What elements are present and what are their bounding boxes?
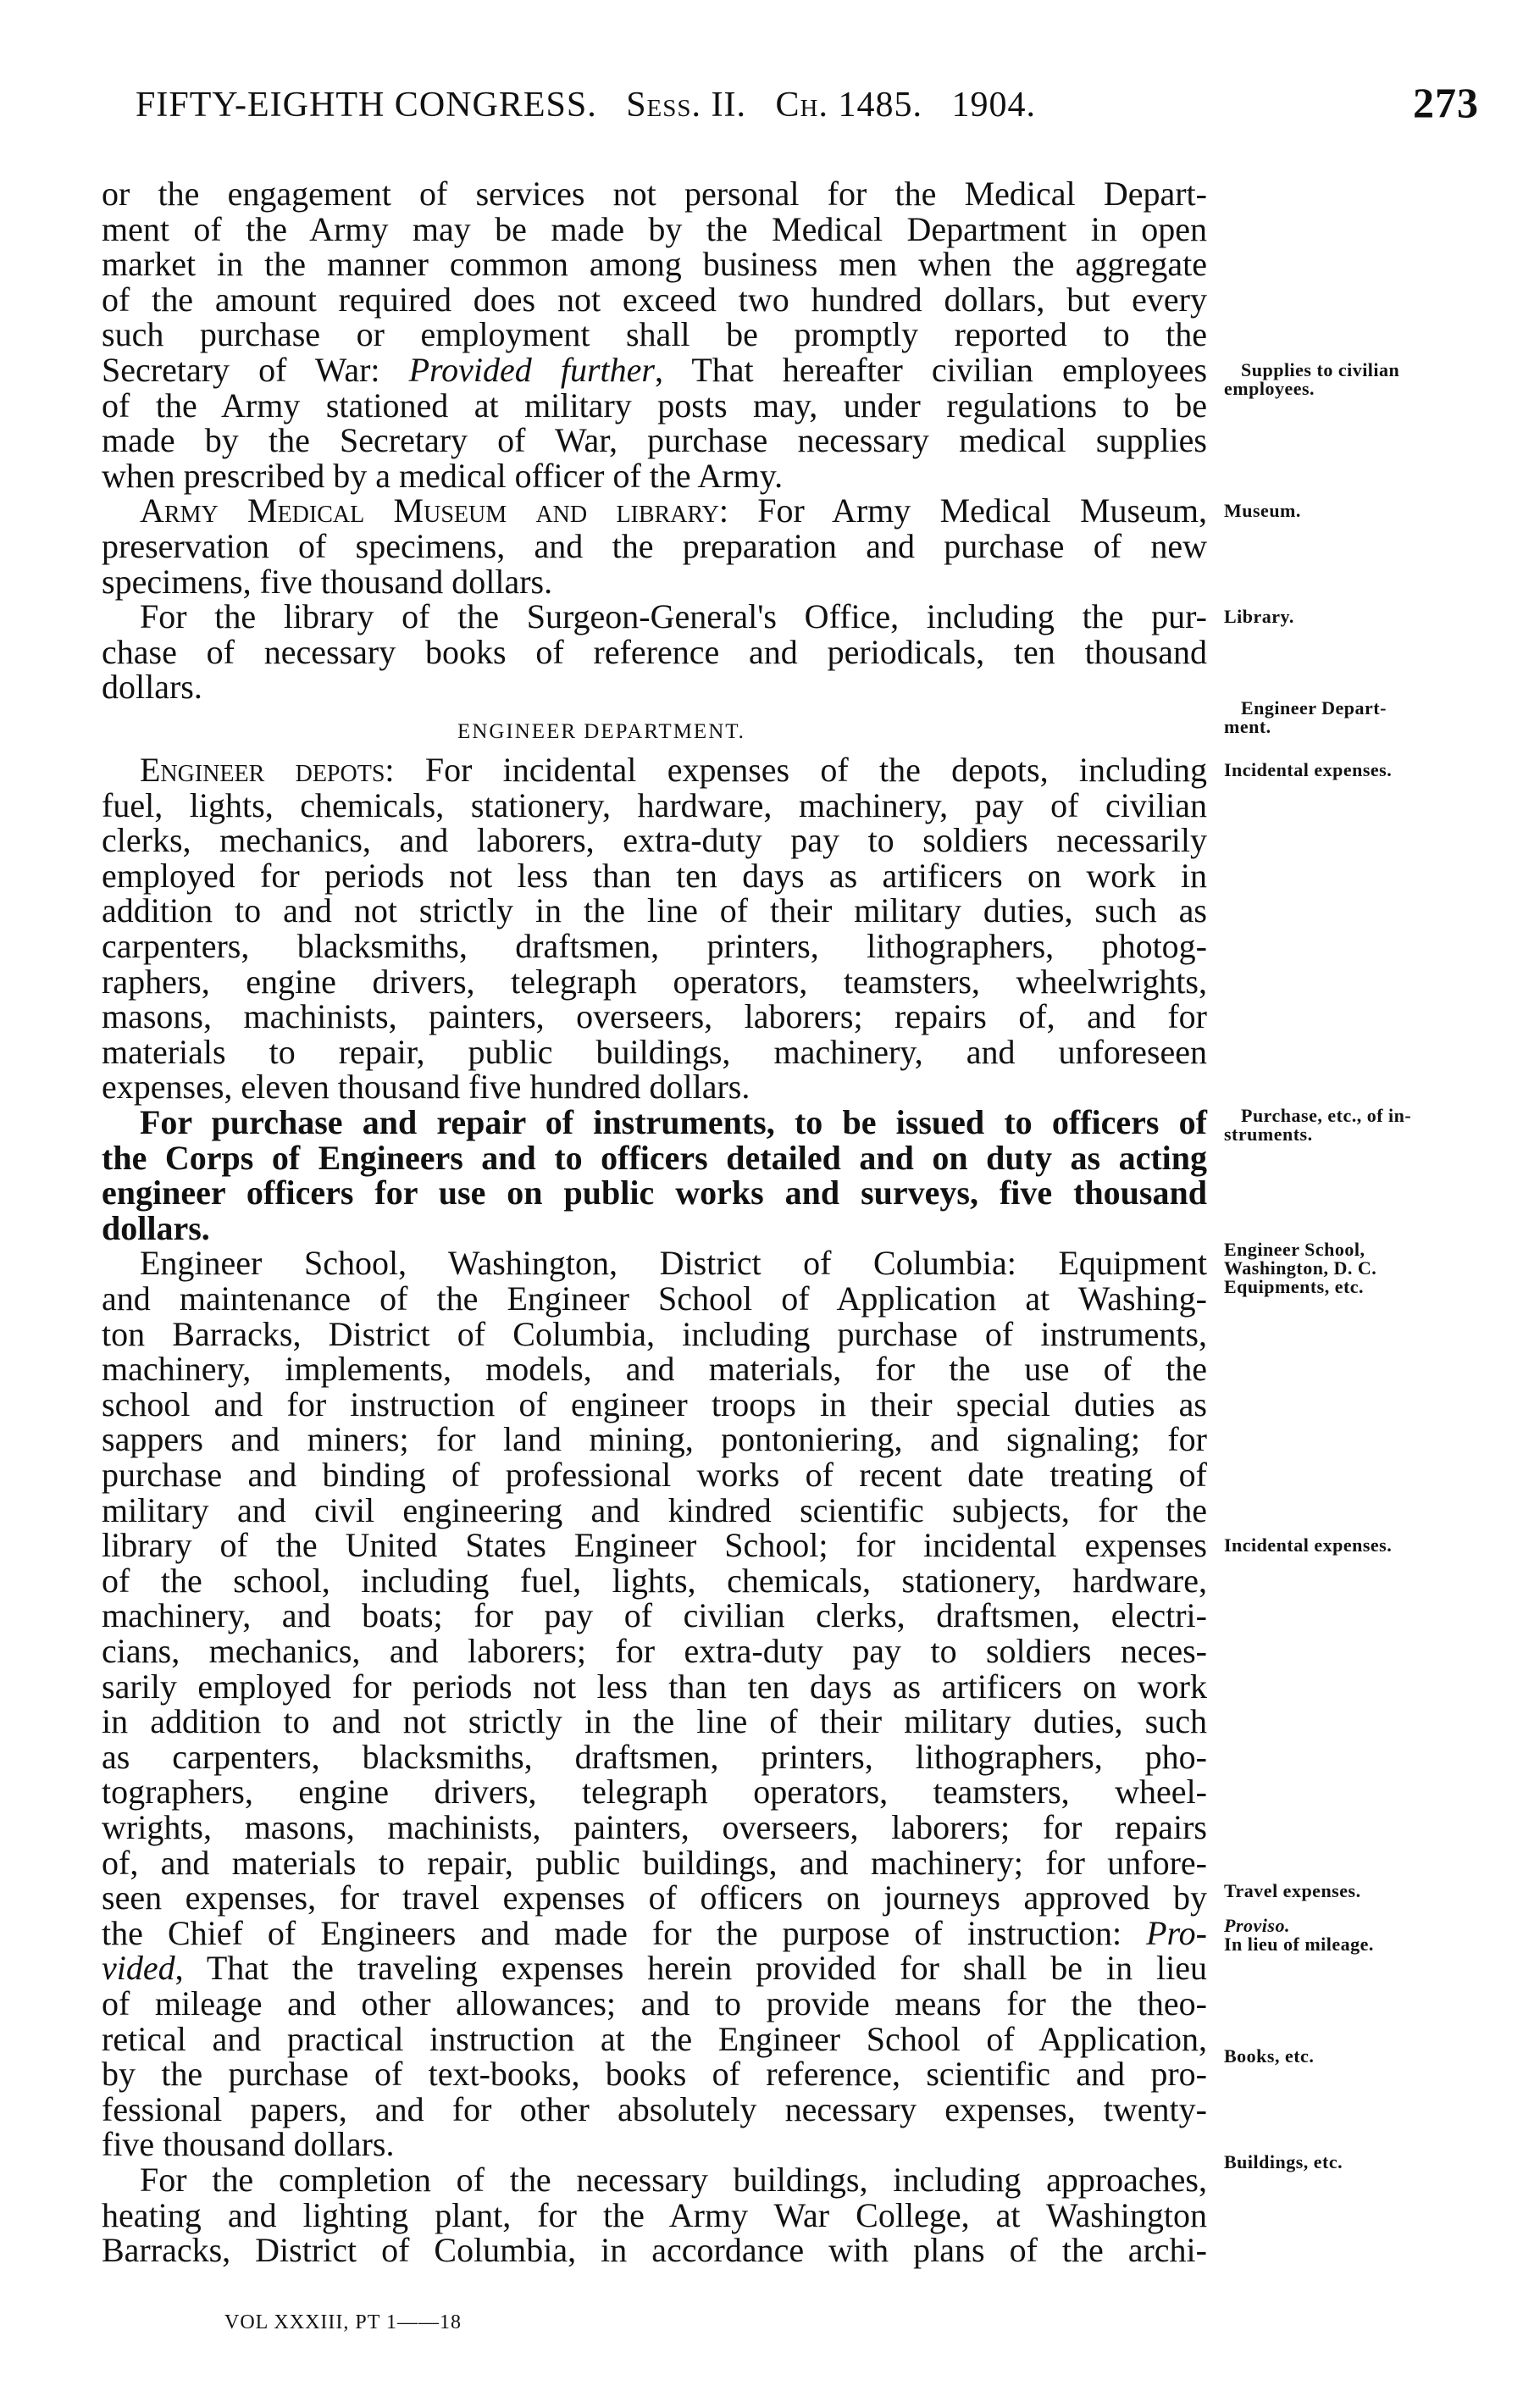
text-segment: employed for periods not less than ten days as artificers on work in (102, 856, 1207, 895)
header-title: FIFTY-EIGHTH CONGRESS. (136, 86, 597, 125)
text-segment: five thousand dollars. (102, 2125, 395, 2164)
margin-note-line: Incidental expenses. (1224, 1534, 1393, 1556)
text-segment: tographers, engine drivers, telegraph operators, teamsters, wheel- (102, 1773, 1207, 1812)
text-line (102, 529, 1207, 564)
italic-text: vided (102, 1949, 175, 1988)
text-line (102, 2056, 1207, 2092)
text-line (102, 1950, 1207, 1986)
text-line (102, 1598, 1207, 1634)
text-segment: the Corps of Engineers and to officers detailed and on duty as acting (102, 1138, 1207, 1177)
text-line (140, 1105, 1207, 1140)
text-segment: For the completion of the necessary buildings, including approaches, (140, 2161, 1207, 2199)
text-line (102, 669, 1207, 705)
text-line (102, 388, 1207, 424)
text-segment: ment of the Army may be made by the Medical Department in open (102, 209, 1207, 248)
margin-note (1224, 2153, 1343, 2172)
margin-note-line: Books, etc. (1224, 2045, 1315, 2067)
running-header (136, 85, 1036, 125)
text-line (102, 2127, 1207, 2162)
text-line (102, 1069, 1207, 1105)
text-segment: purchase and binding of professional works of recent date treating of (102, 1456, 1207, 1494)
text-segment: of the school, including fuel, lights, chemicals, stationery, hardware, (102, 1561, 1207, 1600)
margin-note (1224, 1240, 1376, 1296)
text-line (102, 2233, 1207, 2268)
text-segment: machinery, implements, models, and materials, for the use of the (102, 1350, 1207, 1389)
text-segment: : For incidental expenses of the depots, including (385, 751, 1207, 789)
text-line (102, 352, 1207, 388)
text-line (102, 1669, 1207, 1705)
text-line (102, 423, 1207, 458)
margin-note-line: Proviso. (1224, 1915, 1290, 1937)
section-heading: ENGINEER DEPARTMENT. (457, 720, 745, 743)
signature-mark: VOL XXXIII, PT 1——18 (224, 2311, 462, 2333)
text-line (140, 2162, 1207, 2198)
text-line (102, 929, 1207, 964)
margin-note (1224, 2047, 1314, 2066)
text-segment: preservation of specimens, and the preparation and purchase of new (102, 527, 1207, 565)
text-line (102, 209, 1207, 248)
header-chapter: Ch. 1485. (775, 86, 922, 125)
text-segment: or the engagement of services not personal for the Medical Depart- (102, 175, 1207, 213)
text-line (102, 1528, 1207, 1563)
text-segment: machinery, and boats; for pay of civilian clerks, draftsmen, electri- (102, 1596, 1207, 1635)
text-segment: Engineer School, Washington, District of Columbia: Equipment (140, 1244, 1207, 1283)
text-segment: market in the manner common among business men when the aggregate (102, 245, 1207, 284)
text-line (102, 1314, 1207, 1353)
text-line (102, 176, 1207, 212)
margin-note (1224, 1104, 1412, 1145)
text-segment: : For Army Medical Museum, (718, 491, 1207, 530)
margin-note (1224, 1917, 1374, 1954)
margin-note (1224, 608, 1294, 626)
text-line (102, 1351, 1207, 1387)
italic-text: Provided further (408, 351, 655, 389)
text-segment: seen expenses, for travel expenses of officers on journeys approved by (102, 1878, 1207, 1917)
text-segment: ton Barracks, District of Columbia, including purchase of instruments, (102, 1314, 1207, 1353)
text-segment: of mileage and other allowances; and to provide means for the theo- (102, 1984, 1207, 2022)
text-line (102, 1032, 1207, 1071)
text-line (102, 564, 1207, 600)
text-line (102, 1986, 1207, 2022)
margin-note-line: Washington, D. C. (1224, 1257, 1377, 1279)
margin-note (1224, 1879, 1361, 1901)
text-line (102, 1384, 1207, 1423)
text-line (102, 317, 1207, 352)
text-line (102, 1175, 1207, 1211)
margin-note (1224, 699, 1387, 736)
text-segment: specimens, five thousand dollars. (102, 562, 553, 601)
text-line (102, 1457, 1207, 1493)
text-line (102, 1845, 1207, 1881)
margin-note-line: Incidental expenses. (1224, 759, 1393, 780)
text-line (102, 1880, 1207, 1916)
text-line (102, 2089, 1207, 2128)
margin-note-line: Museum. (1224, 500, 1301, 522)
margin-note-line: employees. (1224, 378, 1315, 399)
text-segment: made by the Secretary of War, purchase necessary medical supplies (102, 421, 1207, 460)
text-segment: sappers and miners; for land mining, pontoniering, and signaling; for (102, 1420, 1207, 1459)
text-line (102, 893, 1207, 929)
text-line (102, 1774, 1207, 1810)
text-segment: the Chief of Engineers and made for the purpose of instruction: (102, 1913, 1147, 1952)
header-year: 1904. (951, 86, 1036, 125)
text-line (102, 858, 1207, 894)
margin-note (1224, 1536, 1392, 1555)
text-segment: cians, mechanics, and laborers; for extra-duty pay to soldiers neces- (102, 1632, 1207, 1670)
text-segment: by the purchase of text-books, books of reference, scientific and pro- (102, 2055, 1207, 2094)
text-segment: in addition to and not strictly in the line of their military duties, such (102, 1702, 1207, 1741)
margin-note-line: In lieu of mileage. (1224, 1934, 1374, 1956)
margin-note-line: Buildings, etc. (1224, 2151, 1343, 2173)
text-segment: fuel, lights, chemicals, stationery, hardware, machinery, pay of civilian (102, 785, 1207, 824)
text-segment: retical and practical instruction at the Engineer School of Application, (102, 2019, 1207, 2058)
margin-note (1224, 502, 1301, 520)
text-line (140, 752, 1207, 788)
text-segment: chase of necessary books of reference and periodicals, ten thousand (102, 632, 1207, 671)
margin-note-line: Purchase, etc., of in- (1241, 1104, 1412, 1126)
text-line (102, 1913, 1207, 1952)
margin-note-line: Equipments, etc. (1224, 1275, 1365, 1297)
text-segment: library of the United States Engineer School; for incidental expenses (102, 1526, 1207, 1565)
text-line (102, 1704, 1207, 1739)
text-segment: , That hereafter civilian employees (654, 351, 1208, 389)
text-segment: clerks, mechanics, and laborers, extra-duty pay to soldiers necessarily (102, 821, 1207, 860)
text-segment: military and civil engineering and kindred scientific subjects, for the (102, 1490, 1207, 1529)
text-line (140, 599, 1207, 635)
text-line (102, 1810, 1207, 1845)
text-segment: heating and lighting plant, for the Army War College, at Washington (102, 2195, 1207, 2234)
text-segment: materials to repair, public buildings, machinery, and unforeseen (102, 1032, 1207, 1071)
text-segment: of, and materials to repair, public buildings, and machinery; for unfore- (102, 1843, 1207, 1882)
text-segment: fessional papers, and for other absolutely necessary expenses, twenty- (102, 2089, 1207, 2128)
text-segment: addition to and not strictly in the line of their military duties, such as (102, 891, 1207, 930)
text-line (102, 785, 1207, 824)
text-line (102, 2195, 1207, 2234)
small-caps-text: Engineer depots (140, 751, 385, 789)
text-line (140, 1246, 1207, 1281)
text-segment: expenses, eleven thousand five hundred dollars. (102, 1068, 750, 1107)
margin-note-line: Supplies to civilian (1241, 359, 1400, 380)
text-line (102, 823, 1207, 858)
text-segment: of the amount required does not exceed two hundred dollars, but every (102, 280, 1207, 319)
text-line (102, 2019, 1207, 2058)
italic-text: Pro- (1146, 1913, 1207, 1952)
text-line (140, 493, 1207, 529)
text-line (102, 964, 1207, 1000)
page-number: 273 (1413, 79, 1479, 126)
text-segment: Barracks, District of Columbia, in accordance with plans of the archi- (102, 2231, 1207, 2270)
text-line (102, 1422, 1207, 1457)
header-session: Sess. II. (626, 86, 747, 125)
margin-note-line: struments. (1224, 1123, 1313, 1145)
text-segment: as carpenters, blacksmiths, draftsmen, printers, lithographers, pho- (102, 1737, 1207, 1776)
text-segment: masons, machinists, painters, overseers, laborers; repairs of, and for (102, 997, 1207, 1036)
text-segment: school and for instruction of engineer troops in their special duties as (102, 1384, 1207, 1423)
text-segment: dollars. (102, 1208, 210, 1247)
text-segment: when prescribed by a medical officer of the Army. (102, 456, 784, 495)
text-line (102, 632, 1207, 671)
text-line (102, 1490, 1207, 1529)
text-segment: wrights, masons, machinists, painters, overseers, laborers; for repairs (102, 1808, 1207, 1846)
text-segment: sarily employed for periods not less than ten days as artificers on work (102, 1667, 1207, 1706)
text-line (102, 1634, 1207, 1669)
margin-note-line: Travel expenses. (1224, 1879, 1361, 1901)
margin-note-line: Engineer Depart- (1241, 697, 1387, 719)
margin-note-line: Engineer School, (1224, 1238, 1365, 1260)
text-line (102, 1208, 1207, 1247)
small-caps-text: Army Medical Museum and library (140, 491, 719, 530)
margin-note (1224, 761, 1392, 780)
text-line (102, 1739, 1207, 1775)
text-segment: For the library of the Surgeon-General's Office, including the pur- (140, 597, 1207, 636)
text-line (102, 1281, 1207, 1317)
text-segment: and maintenance of the Engineer School of Application at Washing- (102, 1279, 1207, 1318)
margin-note-line: Library. (1224, 606, 1294, 628)
text-line (102, 999, 1207, 1035)
text-segment: raphers, engine drivers, telegraph operators, teamsters, wheelwrights, (102, 962, 1207, 1001)
text-line (102, 282, 1207, 318)
margin-note (1224, 361, 1399, 398)
text-segment: such purchase or employment shall be promptly reported to the (102, 315, 1207, 354)
text-segment: of the Army stationed at military posts may, under regulations to be (102, 386, 1207, 424)
text-segment: Secretary of War: (102, 351, 409, 389)
text-segment: dollars. (102, 668, 202, 707)
text-line (102, 458, 1207, 494)
text-line (102, 1563, 1207, 1599)
text-segment: , That the traveling expenses herein provided for shall be in lieu (174, 1949, 1207, 1988)
text-segment: For purchase and repair of instruments, to be issued to officers of (140, 1103, 1207, 1141)
text-line (102, 1140, 1207, 1176)
margin-note-line: ment. (1224, 716, 1271, 738)
text-segment: engineer officers for use on public works and surveys, five thousand (102, 1173, 1207, 1212)
text-segment: carpenters, blacksmiths, draftsmen, printers, lithographers, photog- (102, 927, 1207, 965)
text-line (102, 247, 1207, 282)
